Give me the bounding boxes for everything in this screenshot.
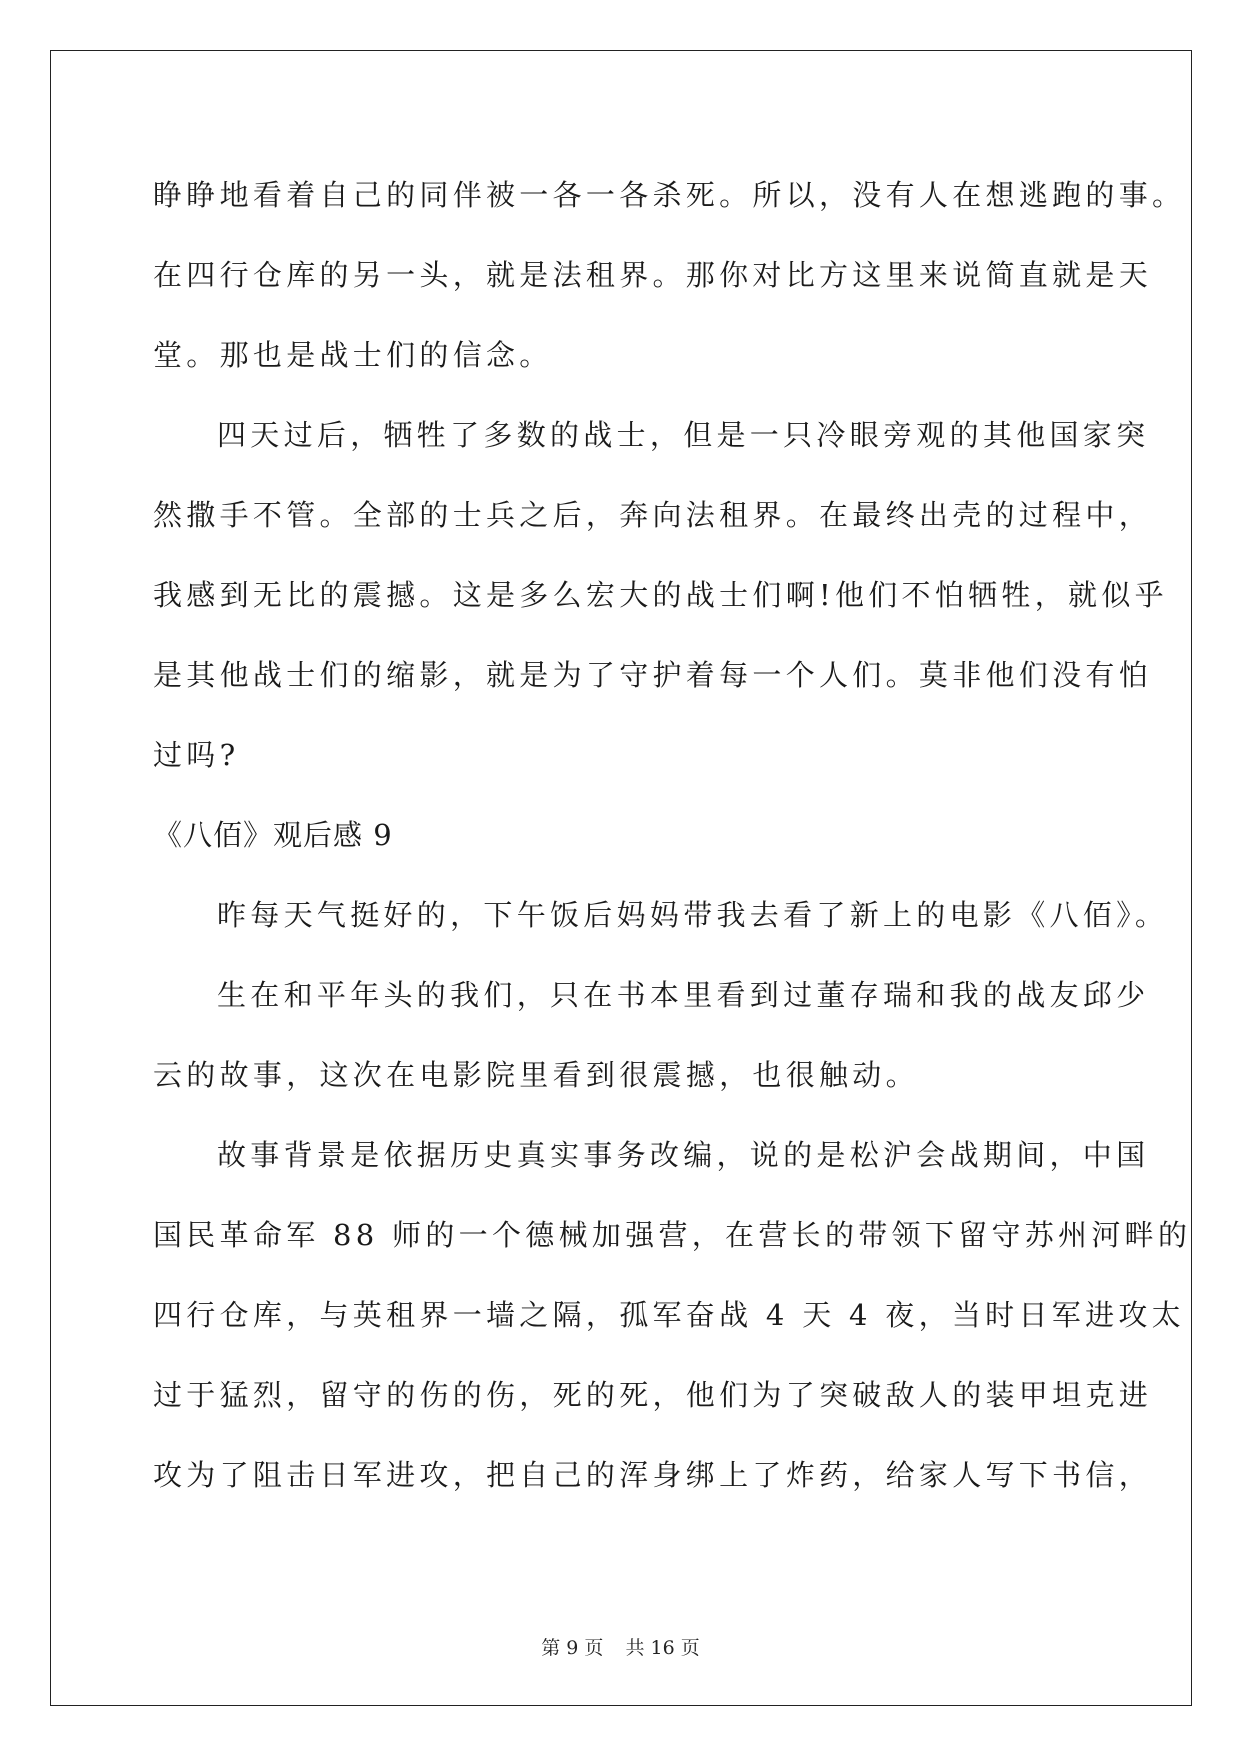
page-footer [0, 1633, 1241, 1660]
paragraph-start-line: 生在和平年头的我们，只在书本里看到过董存瑞和我的战友邱少 [217, 978, 1150, 1012]
paragraph-start-line: 昨每天气挺好的，下午饭后妈妈带我去看了新上的电影《八佰》。 [217, 898, 1169, 932]
paragraph-start-line: 故事背景是依据历史真实事务改编，说的是松沪会战期间，中国 [217, 1138, 1150, 1172]
text-line: 云的故事，这次在电影院里看到很震撼，也很触动。 [153, 1058, 919, 1092]
text-line: 是其他战士们的缩影，就是为了守护着每一个人们。莫非他们没有怕 [153, 658, 1153, 692]
page-number: 第 9 页 [541, 1637, 604, 1659]
text-line: 在四行仓库的另一头，就是法租界。那你对比方这里来说简直就是天 [153, 258, 1153, 292]
page-total: 共 16 页 [625, 1637, 700, 1659]
document-body [153, 155, 1192, 1515]
text-line: 国民革命军 88 师的一个德械加强营，在营长的带领下留守苏州河畔的 [153, 1218, 1192, 1252]
text-line: 四行仓库，与英租界一墙之隔，孤军奋战 4 天 4 夜，当时日军进攻太 [153, 1298, 1185, 1332]
section-heading: 《八佰》观后感 9 [153, 818, 393, 852]
text-line: 我感到无比的震撼。这是多么宏大的战士们啊!他们不怕牺牲，就似乎 [153, 578, 1168, 612]
text-line: 堂。那也是战士们的信念。 [153, 338, 553, 372]
text-line: 睁睁地看着自己的同伴被一各一各杀死。所以，没有人在想逃跑的事。 [153, 178, 1186, 212]
text-line: 然撒手不管。全部的士兵之后，奔向法租界。在最终出壳的过程中， [153, 498, 1153, 532]
text-line: 过于猛烈，留守的伤的伤，死的死，他们为了突破敌人的装甲坦克进 [153, 1378, 1153, 1412]
text-line: 过吗? [153, 738, 240, 772]
paragraph-start-line: 四天过后，牺牲了多数的战士，但是一只冷眼旁观的其他国家突 [217, 418, 1150, 452]
text-line: 攻为了阻击日军进攻，把自己的浑身绑上了炸药，给家人写下书信， [153, 1458, 1153, 1492]
